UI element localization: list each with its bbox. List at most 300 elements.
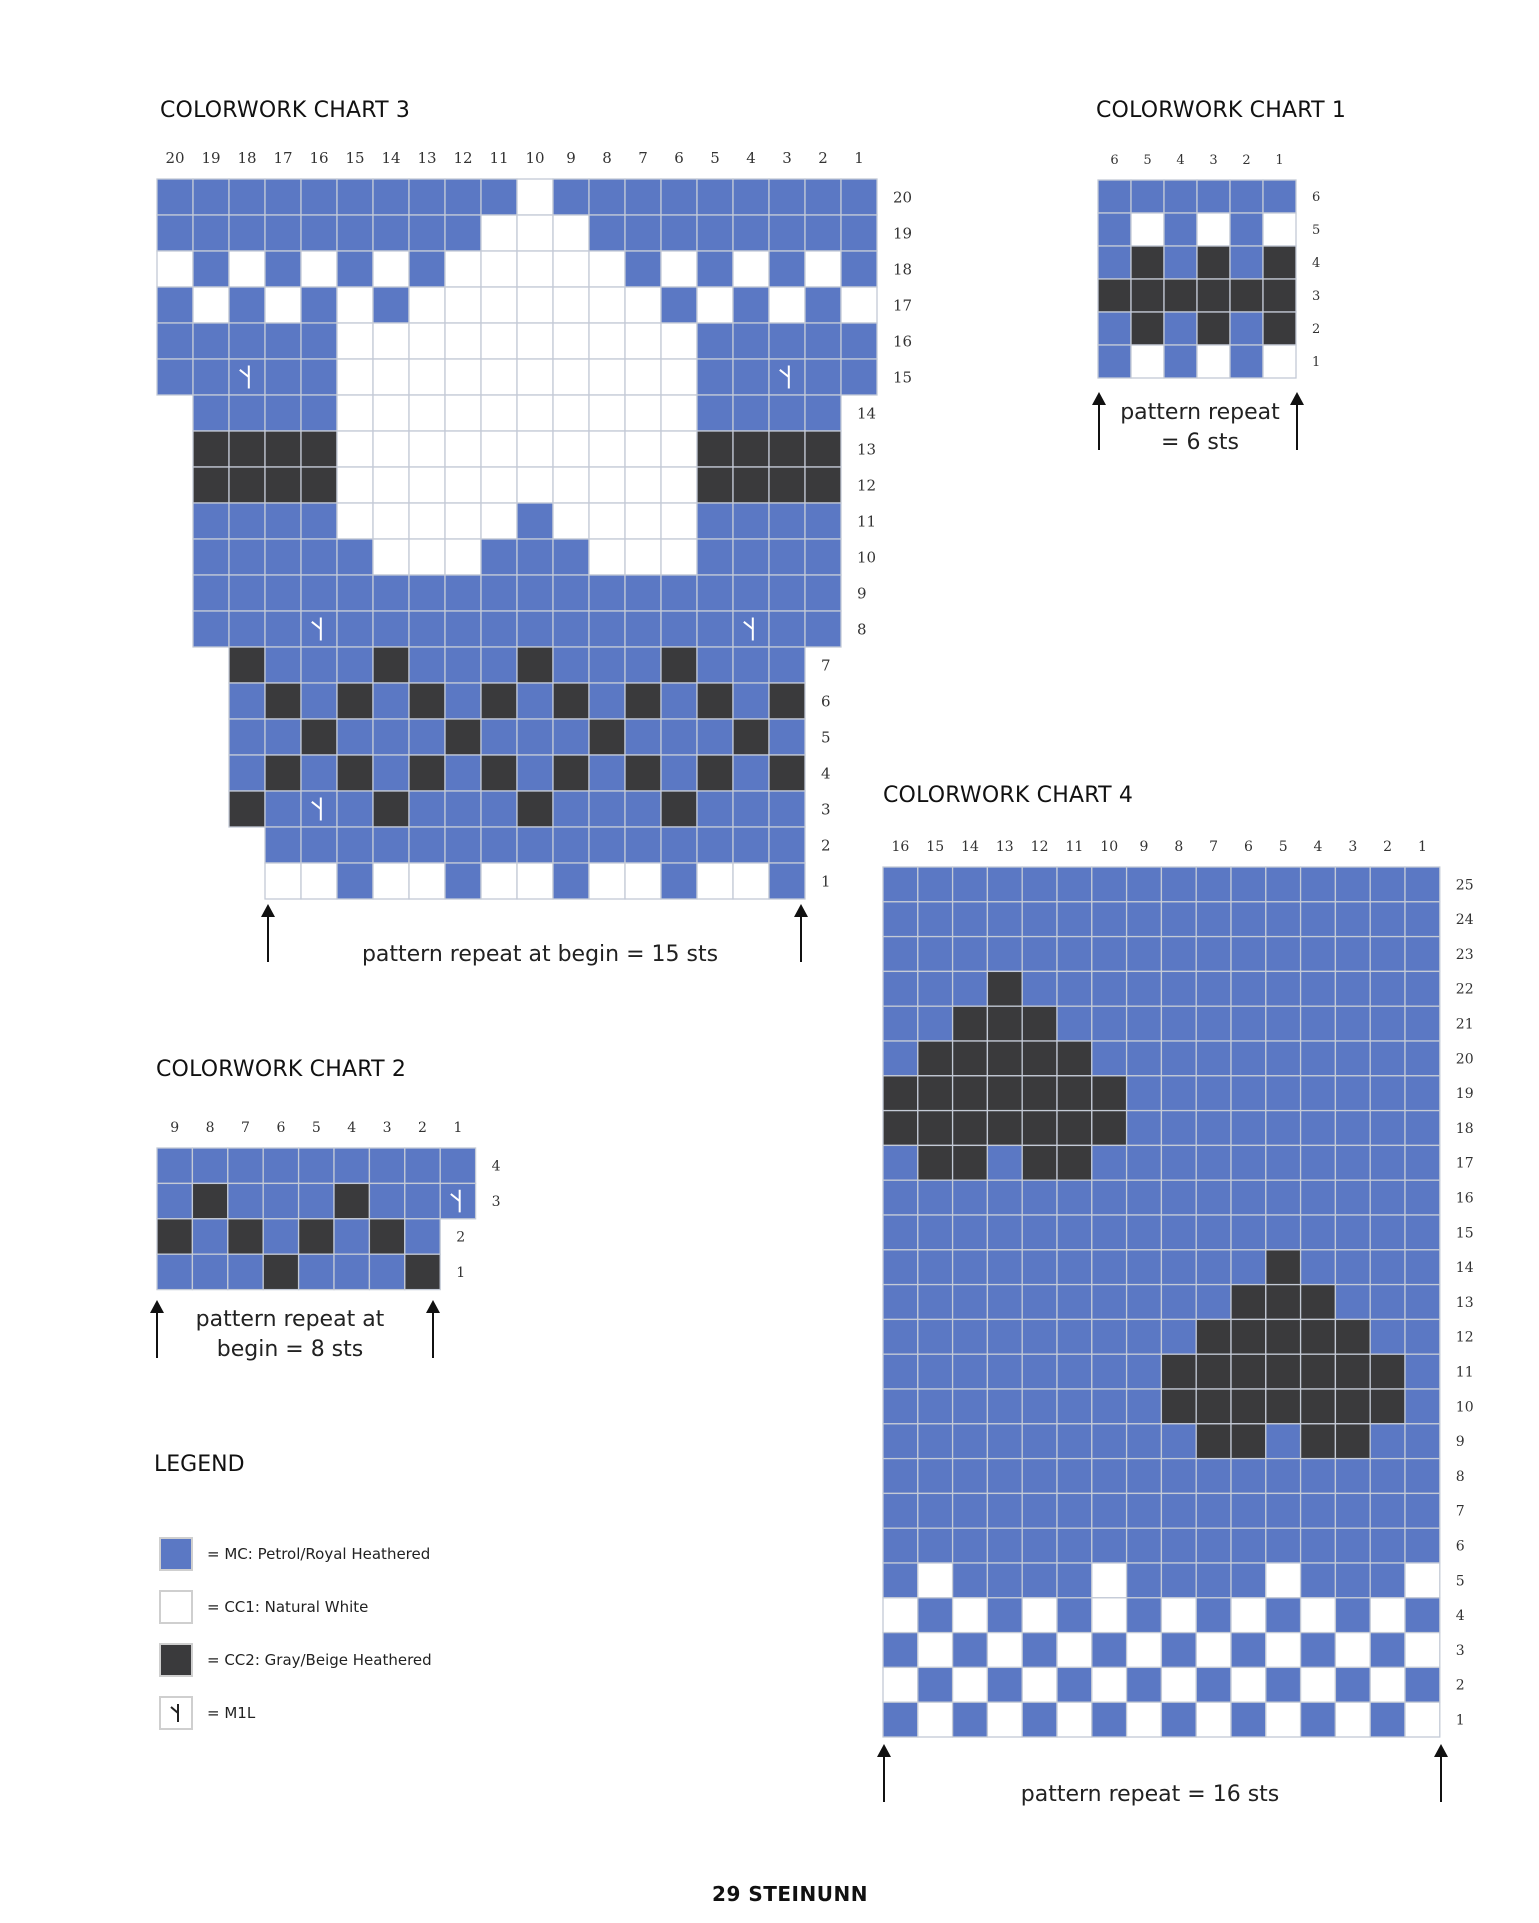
chart4-stitch-cell <box>883 1667 918 1702</box>
chart4-stitch-cell <box>987 902 1022 937</box>
chart4-stitch-cell <box>1335 1180 1370 1215</box>
chart4-col-number: 7 <box>1209 839 1219 855</box>
chart4-stitch-cell <box>1196 1145 1231 1180</box>
chart4-stitch-cell <box>953 1250 988 1285</box>
chart1-col-number: 2 <box>1242 153 1251 168</box>
chart3-row-number: 20 <box>893 188 913 207</box>
chart4-col-number: 2 <box>1383 839 1393 855</box>
chart4-col-number: 3 <box>1348 839 1358 855</box>
legend-item-mc <box>159 1536 430 1572</box>
chart4-stitch-cell <box>1161 1354 1196 1389</box>
chart4-stitch-cell <box>883 1076 918 1111</box>
chart4-stitch-cell <box>1370 1076 1405 1111</box>
chart4-stitch-cell <box>1301 1702 1336 1737</box>
chart3-row-number: 19 <box>893 224 913 243</box>
chart4-stitch-cell <box>918 1633 953 1668</box>
chart4-stitch-cell <box>883 1250 918 1285</box>
chart4-stitch-cell <box>1231 1493 1266 1528</box>
chart4-stitch-cell <box>1231 1459 1266 1494</box>
chart4-stitch-cell <box>953 971 988 1006</box>
chart4-stitch-cell <box>1370 1633 1405 1668</box>
chart4-stitch-cell <box>1022 1006 1057 1041</box>
chart4-stitch-cell <box>1301 1563 1336 1598</box>
chart4-stitch-cell <box>1127 1389 1162 1424</box>
chart3-col-number: 19 <box>201 149 221 167</box>
chart4-stitch-cell <box>1057 1250 1092 1285</box>
chart4-stitch-cell <box>1196 1563 1231 1598</box>
chart3-col-number: 2 <box>818 149 828 167</box>
chart4-stitch-cell <box>1335 1145 1370 1180</box>
chart4-stitch-cell <box>953 902 988 937</box>
chart4-stitch-cell <box>918 902 953 937</box>
chart4-stitch-cell <box>918 867 953 902</box>
chart4-row-number: 3 <box>1455 1642 1465 1659</box>
chart4-stitch-cell <box>1022 1076 1057 1111</box>
chart4-stitch-cell <box>1301 1424 1336 1459</box>
chart4-stitch-cell <box>1196 1250 1231 1285</box>
chart4-stitch-cell <box>918 1285 953 1320</box>
chart4-stitch-cell <box>1092 1215 1127 1250</box>
chart4-stitch-cell <box>1161 1319 1196 1354</box>
chart4-stitch-cell <box>1127 1041 1162 1076</box>
chart4-stitch-cell <box>1335 1633 1370 1668</box>
chart4-stitch-cell <box>1196 867 1231 902</box>
chart3-row-number: 1 <box>821 872 831 891</box>
chart4-stitch-cell <box>987 1702 1022 1737</box>
chart4-stitch-cell <box>883 1215 918 1250</box>
chart2-col-number: 4 <box>347 1120 357 1136</box>
chart4-row-number: 9 <box>1455 1434 1465 1451</box>
chart3-row-number: 8 <box>857 620 867 639</box>
chart4-stitch-cell <box>1196 937 1231 972</box>
chart4-stitch-cell <box>1301 1285 1336 1320</box>
chart1-note-line1: pattern repeat <box>1120 400 1280 425</box>
chart4-row-number: 19 <box>1455 1086 1474 1103</box>
chart4-stitch-cell <box>953 1528 988 1563</box>
chart4-stitch-cell <box>1022 1424 1057 1459</box>
chart4-row-number: 5 <box>1455 1573 1465 1590</box>
chart4-stitch-cell <box>1301 1459 1336 1494</box>
chart4-stitch-cell <box>918 1354 953 1389</box>
chart4-stitch-cell <box>883 867 918 902</box>
chart4-stitch-cell <box>1196 1041 1231 1076</box>
chart4-stitch-cell <box>1057 1598 1092 1633</box>
chart4-stitch-cell <box>1301 902 1336 937</box>
chart4-stitch-cell <box>987 971 1022 1006</box>
chart4-stitch-cell <box>883 1459 918 1494</box>
legend-label-cc1: = CC1: Natural White <box>207 1598 369 1616</box>
chart4-stitch-cell <box>883 1424 918 1459</box>
chart4-col-number: 4 <box>1313 839 1323 855</box>
chart4-stitch-cell <box>987 1215 1022 1250</box>
chart2-col-number: 1 <box>453 1120 463 1136</box>
chart4-stitch-cell <box>1266 1215 1301 1250</box>
chart4-stitch-cell <box>987 1250 1022 1285</box>
chart3-row-number: 10 <box>857 548 877 567</box>
chart4-row-number: 21 <box>1455 1016 1474 1033</box>
chart4-stitch-cell <box>1231 1111 1266 1146</box>
chart4-stitch-cell <box>1231 867 1266 902</box>
chart4-stitch-cell <box>918 1076 953 1111</box>
chart4-stitch-cell <box>1092 1250 1127 1285</box>
chart4-stitch-cell <box>1266 1006 1301 1041</box>
chart4-stitch-cell <box>1405 1250 1440 1285</box>
chart4-stitch-cell <box>1161 1041 1196 1076</box>
chart4-stitch-cell <box>1022 971 1057 1006</box>
chart4-stitch-cell <box>1231 1424 1266 1459</box>
chart4-col-number: 14 <box>961 839 979 855</box>
chart4-stitch-cell <box>883 1145 918 1180</box>
chart1-row-number: 3 <box>1312 289 1321 305</box>
chart4-stitch-cell <box>953 1389 988 1424</box>
chart4-stitch-cell <box>1196 1667 1231 1702</box>
chart2-col-number: 8 <box>205 1120 215 1136</box>
chart4-stitch-cell <box>1301 1180 1336 1215</box>
chart4-col-number: 10 <box>1100 839 1119 855</box>
legend-item-cc1 <box>159 1589 368 1625</box>
chart4-stitch-cell <box>1335 937 1370 972</box>
chart4-stitch-cell <box>1335 1041 1370 1076</box>
chart4-stitch-cell <box>1127 1354 1162 1389</box>
chart3-col-number: 8 <box>602 149 612 167</box>
chart4-stitch-cell <box>1127 1180 1162 1215</box>
chart1-row-number: 6 <box>1312 190 1321 206</box>
chart4-stitch-cell <box>1057 1215 1092 1250</box>
m1l-icon <box>159 1696 193 1730</box>
chart4-stitch-cell <box>1092 1145 1127 1180</box>
chart4-stitch-cell <box>1370 1250 1405 1285</box>
chart3-row-number: 12 <box>857 476 877 495</box>
chart4-stitch-cell <box>1196 1111 1231 1146</box>
chart3-col-number: 4 <box>746 149 756 167</box>
chart4-stitch-cell <box>1057 1111 1092 1146</box>
chart4-row-number: 23 <box>1455 946 1474 963</box>
chart3-row-number: 17 <box>893 296 913 315</box>
chart4-stitch-cell <box>1301 971 1336 1006</box>
chart4-stitch-cell <box>1370 1389 1405 1424</box>
chart4-stitch-cell <box>953 1459 988 1494</box>
chart4-stitch-cell <box>1370 1215 1405 1250</box>
chart4-stitch-cell <box>1405 1180 1440 1215</box>
chart4-row-number: 7 <box>1455 1503 1465 1520</box>
chart4-stitch-cell <box>1057 1145 1092 1180</box>
chart4-stitch-cell <box>1092 971 1127 1006</box>
chart2-row-number: 3 <box>491 1194 501 1210</box>
chart1-row-number: 2 <box>1312 322 1321 338</box>
chart4-stitch-cell <box>1161 1215 1196 1250</box>
chart4-stitch-cell <box>1335 1493 1370 1528</box>
chart4-stitch-cell <box>1301 1250 1336 1285</box>
chart4-stitch-cell <box>918 1667 953 1702</box>
page-footer: 29 STEINUNN <box>712 1882 868 1906</box>
chart4-stitch-cell <box>1405 1076 1440 1111</box>
chart4-stitch-cell <box>1231 1041 1266 1076</box>
chart4-stitch-cell <box>1335 1215 1370 1250</box>
chart4-stitch-cell <box>1022 1598 1057 1633</box>
chart4-stitch-cell <box>1370 1528 1405 1563</box>
chart4-stitch-cell <box>987 1667 1022 1702</box>
chart4-stitch-cell <box>1196 971 1231 1006</box>
chart4-stitch-cell <box>1231 1215 1266 1250</box>
chart4-stitch-cell <box>1266 1702 1301 1737</box>
chart4-stitch-cell <box>1022 1389 1057 1424</box>
legend-label-mc: = MC: Petrol/Royal Heathered <box>207 1545 431 1563</box>
chart4-stitch-cell <box>1231 1076 1266 1111</box>
chart3-row-number: 9 <box>857 584 867 603</box>
chart4-stitch-cell <box>1161 1250 1196 1285</box>
chart4-stitch-cell <box>1335 1319 1370 1354</box>
chart4-stitch-cell <box>1127 1215 1162 1250</box>
chart4-stitch-cell <box>1266 1563 1301 1598</box>
chart4-stitch-cell <box>1301 1389 1336 1424</box>
chart4-stitch-cell <box>1405 1354 1440 1389</box>
chart4-arrow-left <box>883 1754 885 1802</box>
chart4-stitch-cell <box>1370 1319 1405 1354</box>
chart4-row-number: 10 <box>1455 1399 1474 1416</box>
chart4-stitch-cell <box>1301 1041 1336 1076</box>
chart4-stitch-cell <box>1405 1563 1440 1598</box>
legend-title: LEGEND <box>154 1452 245 1477</box>
chart4-stitch-cell <box>987 1180 1022 1215</box>
chart4-stitch-cell <box>1022 937 1057 972</box>
chart4-stitch-cell <box>1022 1667 1057 1702</box>
chart4-stitch-cell <box>1335 971 1370 1006</box>
chart4-stitch-cell <box>987 867 1022 902</box>
chart4-stitch-cell <box>1022 1493 1057 1528</box>
chart4-stitch-cell <box>1022 1180 1057 1215</box>
chart2-col-number: 5 <box>311 1120 321 1136</box>
chart4-stitch-cell <box>1231 1319 1266 1354</box>
chart4-row-number: 2 <box>1455 1677 1465 1694</box>
chart4-stitch-cell <box>918 1111 953 1146</box>
chart1-col-number: 1 <box>1275 153 1284 168</box>
chart4-stitch-cell <box>1057 1006 1092 1041</box>
chart4-stitch-cell <box>1196 1319 1231 1354</box>
chart4-stitch-cell <box>1231 1180 1266 1215</box>
chart4-stitch-cell <box>1127 902 1162 937</box>
chart4-stitch-cell <box>1161 971 1196 1006</box>
chart4-stitch-cell <box>918 1180 953 1215</box>
chart4-arrow-right <box>1440 1754 1442 1802</box>
chart4-col-number: 1 <box>1417 839 1427 855</box>
chart2-row-number: 1 <box>456 1264 466 1281</box>
chart4-stitch-cell <box>1196 1424 1231 1459</box>
chart4-stitch-cell <box>1127 1528 1162 1563</box>
chart4-stitch-cell <box>1022 1285 1057 1320</box>
chart4-stitch-cell <box>1335 1702 1370 1737</box>
chart4-stitch-cell <box>1092 937 1127 972</box>
chart4-stitch-cell <box>1127 1702 1162 1737</box>
chart4-stitch-cell <box>1266 1180 1301 1215</box>
chart4-stitch-cell <box>1161 1076 1196 1111</box>
chart4-stitch-cell <box>1301 1528 1336 1563</box>
chart4-stitch-cell <box>987 1354 1022 1389</box>
chart4-stitch-cell <box>1022 1702 1057 1737</box>
chart4-stitch-cell <box>953 1215 988 1250</box>
chart4-stitch-cell <box>1196 1389 1231 1424</box>
chart2-col-number: 3 <box>382 1120 392 1136</box>
chart4-stitch-cell <box>1092 1319 1127 1354</box>
chart4-stitch-cell <box>1092 1633 1127 1668</box>
chart4-stitch-cell <box>1092 1389 1127 1424</box>
chart4-col-number: 13 <box>995 839 1014 855</box>
chart4-stitch-cell <box>1022 1354 1057 1389</box>
chart4-stitch-cell <box>1405 1215 1440 1250</box>
chart4-stitch-cell <box>1266 1111 1301 1146</box>
chart4-row-number: 12 <box>1455 1329 1474 1346</box>
chart4-stitch-cell <box>1057 1389 1092 1424</box>
chart4-stitch-cell <box>1057 971 1092 1006</box>
chart4-stitch-cell <box>1335 1528 1370 1563</box>
chart4-stitch-cell <box>1370 1459 1405 1494</box>
chart4-stitch-cell <box>1161 1598 1196 1633</box>
chart4-stitch-cell <box>1127 1076 1162 1111</box>
chart4-stitch-cell <box>918 1424 953 1459</box>
chart4-stitch-cell <box>1057 1493 1092 1528</box>
chart4-stitch-cell <box>1370 902 1405 937</box>
chart4-stitch-cell <box>1127 1145 1162 1180</box>
chart3-title: COLORWORK CHART 3 <box>160 98 411 123</box>
chart4-stitch-cell <box>1335 1006 1370 1041</box>
chart4-stitch-cell <box>1370 1180 1405 1215</box>
chart4-stitch-cell <box>918 1215 953 1250</box>
chart4-stitch-cell <box>1266 1285 1301 1320</box>
chart4-row-number: 6 <box>1455 1538 1465 1555</box>
chart4-stitch-cell <box>1405 1424 1440 1459</box>
chart4-stitch-cell <box>953 1563 988 1598</box>
chart4-stitch-cell <box>953 1319 988 1354</box>
chart4-row-number: 11 <box>1455 1364 1474 1381</box>
chart4-stitch-cell <box>1161 1424 1196 1459</box>
chart4-stitch-cell <box>1231 1528 1266 1563</box>
chart4-stitch-cell <box>1405 1702 1440 1737</box>
chart4-stitch-cell <box>953 1041 988 1076</box>
chart4-stitch-cell <box>1370 1667 1405 1702</box>
chart4-stitch-cell <box>1266 1459 1301 1494</box>
chart4-stitch-cell <box>1405 937 1440 972</box>
chart4-stitch-cell <box>987 1493 1022 1528</box>
chart4-stitch-cell <box>1022 1563 1057 1598</box>
chart4-stitch-cell <box>1127 971 1162 1006</box>
chart4-stitch-cell <box>1161 1702 1196 1737</box>
chart4-row-number: 18 <box>1455 1120 1474 1137</box>
chart4-row-number: 24 <box>1455 912 1474 929</box>
chart4-stitch-cell <box>1092 1111 1127 1146</box>
chart4-stitch-cell <box>1092 1180 1127 1215</box>
chart3-row-number: 18 <box>893 260 913 279</box>
chart4-stitch-cell <box>1196 1528 1231 1563</box>
chart4-stitch-cell <box>987 1285 1022 1320</box>
chart4-stitch-cell <box>918 1528 953 1563</box>
chart4-row-number: 4 <box>1455 1608 1465 1625</box>
chart4-stitch-cell <box>1266 1354 1301 1389</box>
chart4-stitch-cell <box>1405 867 1440 902</box>
chart4-row-number: 15 <box>1455 1225 1474 1242</box>
chart4-stitch-cell <box>1022 1528 1057 1563</box>
chart4-stitch-cell <box>1266 1667 1301 1702</box>
chart4-stitch-cell <box>918 1319 953 1354</box>
chart4-stitch-cell <box>918 971 953 1006</box>
chart4-stitch-cell <box>1301 1111 1336 1146</box>
chart4-stitch-cell <box>1405 1285 1440 1320</box>
chart3-col-number: 15 <box>345 149 365 167</box>
chart3-col-number: 7 <box>638 149 648 167</box>
chart4-stitch-cell <box>1301 1354 1336 1389</box>
chart4-stitch-cell <box>1370 1424 1405 1459</box>
mc-swatch <box>159 1537 193 1571</box>
chart4-stitch-cell <box>1231 971 1266 1006</box>
chart4-stitch-cell <box>1266 937 1301 972</box>
chart4-stitch-cell <box>883 1041 918 1076</box>
chart4-stitch-cell <box>1370 1145 1405 1180</box>
chart4-stitch-cell <box>918 1459 953 1494</box>
chart4-stitch-cell <box>1335 1389 1370 1424</box>
chart4-stitch-cell <box>1301 937 1336 972</box>
chart4-stitch-cell <box>883 1285 918 1320</box>
chart4-stitch-cell <box>1057 1667 1092 1702</box>
chart4-stitch-cell <box>987 1633 1022 1668</box>
chart4-stitch-cell <box>1335 902 1370 937</box>
chart1-row-number: 4 <box>1312 256 1321 272</box>
chart4-stitch-cell <box>883 1598 918 1633</box>
chart4-stitch-cell <box>1057 1285 1092 1320</box>
chart4-stitch-cell <box>953 1180 988 1215</box>
chart4-stitch-cell <box>1301 1493 1336 1528</box>
chart4-stitch-cell <box>1405 1111 1440 1146</box>
chart4-stitch-cell <box>1022 1041 1057 1076</box>
chart4-stitch-cell <box>1266 1145 1301 1180</box>
chart4-stitch-cell <box>987 1424 1022 1459</box>
chart4-stitch-cell <box>1092 1354 1127 1389</box>
chart4-stitch-cell <box>1161 1563 1196 1598</box>
chart4-stitch-cell <box>987 937 1022 972</box>
chart4-stitch-cell <box>1127 937 1162 972</box>
chart3-col-number: 12 <box>453 149 473 167</box>
chart3-col-number: 6 <box>674 149 684 167</box>
chart4-col-number: 9 <box>1139 839 1149 855</box>
chart4-stitch-cell <box>1196 1493 1231 1528</box>
chart4-stitch-cell <box>1301 1633 1336 1668</box>
chart4-stitch-cell <box>987 1459 1022 1494</box>
chart3-row-number: 11 <box>857 512 877 531</box>
chart3-col-number: 1 <box>854 149 864 167</box>
chart4-stitch-cell <box>1405 1598 1440 1633</box>
chart4-stitch-cell <box>1127 1111 1162 1146</box>
chart4-stitch-cell <box>1057 902 1092 937</box>
chart3-col-number: 17 <box>273 149 293 167</box>
chart4-stitch-cell <box>953 1667 988 1702</box>
chart4-stitch-cell <box>1057 1702 1092 1737</box>
chart4-stitch-cell <box>1370 1493 1405 1528</box>
chart4-stitch-cell <box>1335 1424 1370 1459</box>
chart4-stitch-cell <box>987 1389 1022 1424</box>
chart4-stitch-cell <box>1370 1563 1405 1598</box>
legend-item-cc2 <box>159 1642 432 1678</box>
chart4-repeat-note: pattern repeat = 16 sts <box>1020 1782 1280 1807</box>
chart4-stitch-cell <box>953 1702 988 1737</box>
chart2-col-number: 2 <box>418 1120 427 1136</box>
chart4-stitch-cell <box>1161 1111 1196 1146</box>
chart4-stitch-cell <box>883 971 918 1006</box>
chart4-stitch-cell <box>1405 1528 1440 1563</box>
chart4-stitch-cell <box>1127 1250 1162 1285</box>
chart3-row-number: 14 <box>857 404 877 423</box>
chart4-stitch-cell <box>1196 1633 1231 1668</box>
chart4-stitch-cell <box>1231 1250 1266 1285</box>
chart4-stitch-cell <box>1161 1180 1196 1215</box>
chart4-stitch-cell <box>1335 1285 1370 1320</box>
chart1-col-number: 6 <box>1110 153 1119 168</box>
